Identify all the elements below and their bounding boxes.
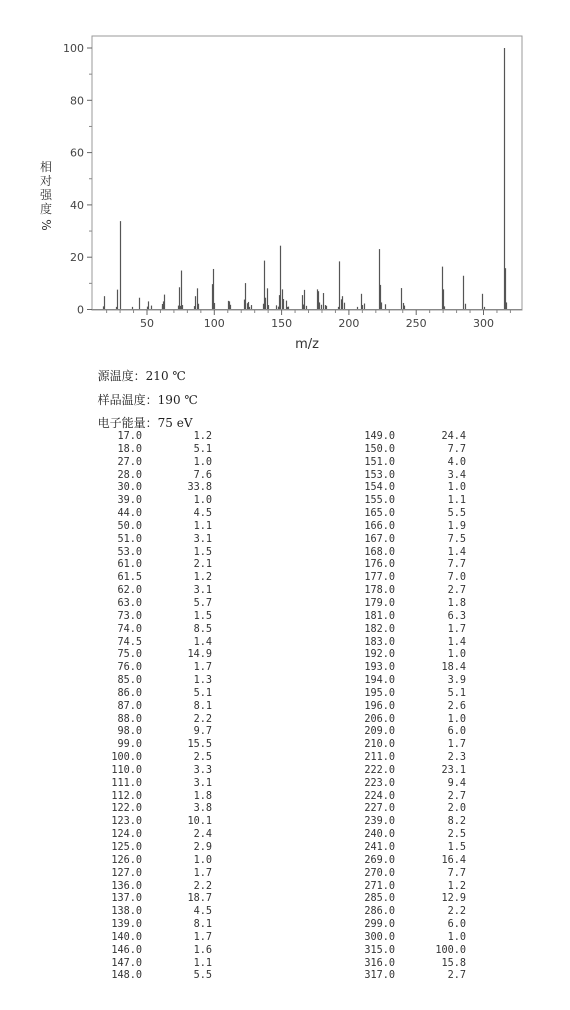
peak-intensity: 4.5 <box>193 906 212 918</box>
peak-mz: 73.0 <box>117 610 142 622</box>
peak-intensity: 5.1 <box>193 687 212 699</box>
y-tick-label: 40 <box>70 198 84 212</box>
peak-intensity: 3.9 <box>447 675 466 687</box>
sample-temperature-label: 样品温度 <box>97 393 146 407</box>
peak-mz: 286.0 <box>364 906 395 918</box>
peak-intensity: 3.4 <box>447 469 466 481</box>
peak-mz: 223.0 <box>364 777 395 789</box>
peak-mz: 179.0 <box>364 597 395 609</box>
peak-mz: 139.0 <box>111 919 142 931</box>
peak-intensity: 2.1 <box>193 559 212 571</box>
peak-intensity: 10.1 <box>187 816 212 828</box>
peak-mz: 196.0 <box>364 700 395 712</box>
peak-mz: 193.0 <box>364 662 395 674</box>
peak-mz: 147.0 <box>111 957 142 969</box>
peak-intensity: 12.9 <box>441 893 466 905</box>
peak-mz: 270.0 <box>364 867 395 879</box>
peak-intensity: 2.7 <box>447 790 466 802</box>
peak-intensity: 16.4 <box>441 854 466 866</box>
peak-intensity: 3.1 <box>193 533 212 545</box>
peak-intensity: 1.5 <box>193 546 212 558</box>
peak-mz: 299.0 <box>364 919 395 931</box>
peak-intensity: 1.5 <box>193 610 212 622</box>
peak-mz: 85.0 <box>117 675 142 687</box>
peak-intensity: 2.7 <box>447 585 466 597</box>
peak-intensity: 5.1 <box>447 687 466 699</box>
peak-mz: 17.0 <box>117 431 142 442</box>
peak-intensity: 1.1 <box>447 495 466 507</box>
source-temperature-value: 210 ℃ <box>145 369 186 383</box>
peak-mz: 300.0 <box>364 931 395 943</box>
peak-intensity: 100.0 <box>435 944 466 956</box>
peak-intensity: 23.1 <box>441 764 466 776</box>
peak-mz: 168.0 <box>364 546 395 558</box>
peak-mz: 61.5 <box>117 572 142 584</box>
peak-mz: 137.0 <box>111 893 142 905</box>
peak-intensity: 1.7 <box>193 867 212 879</box>
peak-mz: 138.0 <box>111 906 142 918</box>
peak-mz: 240.0 <box>364 829 395 841</box>
y-tick-label: 100 <box>63 42 84 55</box>
peak-intensity: 1.7 <box>193 662 212 674</box>
peak-intensity: 1.6 <box>193 944 212 956</box>
peak-mz: 181.0 <box>364 610 395 622</box>
peak-intensity: 2.6 <box>447 700 466 712</box>
peak-intensity: 2.3 <box>447 752 466 764</box>
y-tick-label: 0 <box>77 303 84 317</box>
peak-mz: 182.0 <box>364 623 395 635</box>
peak-intensity: 18.4 <box>441 662 466 674</box>
x-tick-label: 250 <box>405 317 427 330</box>
peak-mz: 285.0 <box>364 893 395 905</box>
peak-mz: 74.0 <box>117 623 142 635</box>
peak-mz: 122.0 <box>111 803 142 815</box>
peak-intensity: 1.7 <box>447 623 466 635</box>
peak-intensity: 1.3 <box>193 675 212 687</box>
peak-mz: 18.0 <box>117 443 142 455</box>
peak-mz: 176.0 <box>364 559 395 571</box>
peak-mz: 140.0 <box>111 931 142 943</box>
peak-mz: 166.0 <box>364 520 395 532</box>
peak-mz: 151.0 <box>364 456 395 468</box>
peak-intensity: 3.1 <box>193 585 212 597</box>
peak-mz: 148.0 <box>111 970 142 982</box>
peak-mz: 149.0 <box>364 431 395 442</box>
peak-intensity: 8.1 <box>193 919 212 931</box>
peak-intensity: 5.5 <box>193 970 212 982</box>
peak-mz: 127.0 <box>111 867 142 879</box>
y-label-char: 强 <box>39 188 53 202</box>
x-tick-label: 100 <box>203 317 225 330</box>
peak-intensity: 2.2 <box>447 906 466 918</box>
peak-intensity: 5.5 <box>447 508 466 520</box>
peak-intensity: 15.5 <box>187 739 212 751</box>
peak-intensity: 7.7 <box>447 559 466 571</box>
x-tick-label: 300 <box>473 317 494 330</box>
peak-mz: 87.0 <box>117 700 142 712</box>
peak-intensity: 1.7 <box>447 739 466 751</box>
peak-mz: 123.0 <box>111 816 142 828</box>
peak-mz: 50.0 <box>117 520 142 532</box>
peak-mz: 51.0 <box>117 533 142 545</box>
source-temperature: 源温度：210 ℃ <box>97 369 186 383</box>
peak-mz: 241.0 <box>364 842 395 853</box>
peak-mz: 125.0 <box>111 842 142 853</box>
peak-intensity: 1.8 <box>193 790 212 802</box>
peak-mz: 316.0 <box>364 957 395 969</box>
peak-mz: 192.0 <box>364 649 395 661</box>
peak-mz: 74.5 <box>117 636 142 648</box>
peak-intensity: 1.9 <box>447 520 466 532</box>
peak-intensity: 1.0 <box>447 931 466 943</box>
peak-intensity: 3.3 <box>193 764 212 776</box>
x-tick-label: 200 <box>338 317 360 330</box>
peak-intensity: 1.4 <box>447 546 466 558</box>
peak-intensity: 6.3 <box>447 610 466 622</box>
y-label-char: 度 <box>39 202 53 216</box>
peak-mz: 28.0 <box>117 469 142 481</box>
peak-intensity: 1.4 <box>447 636 466 648</box>
peak-mz: 27.0 <box>117 456 142 468</box>
peak-mz: 210.0 <box>364 739 395 751</box>
peak-intensity: 1.5 <box>447 842 466 853</box>
peak-intensity: 5.1 <box>193 443 212 455</box>
peak-mz: 76.0 <box>117 662 142 674</box>
mass-spectrum-chart <box>0 0 570 360</box>
peak-mz: 124.0 <box>111 829 142 841</box>
source-temperature-label: 源温度 <box>97 369 134 383</box>
peak-intensity: 2.9 <box>193 842 212 853</box>
peak-mz: 222.0 <box>364 764 395 776</box>
peak-mz: 178.0 <box>364 585 395 597</box>
peak-intensity: 7.5 <box>447 533 466 545</box>
peak-intensity: 1.1 <box>193 957 212 969</box>
peak-intensity: 15.8 <box>441 957 466 969</box>
peak-intensity: 1.2 <box>193 572 212 584</box>
peak-mz: 153.0 <box>364 469 395 481</box>
peak-intensity: 9.7 <box>193 726 212 738</box>
peak-intensity: 6.0 <box>447 919 466 931</box>
peak-mz: 211.0 <box>364 752 395 764</box>
peak-intensity: 1.2 <box>193 431 212 442</box>
peak-intensity: 1.0 <box>193 456 212 468</box>
peak-mz: 99.0 <box>117 739 142 751</box>
peak-mz: 86.0 <box>117 687 142 699</box>
peak-intensity: 6.0 <box>447 726 466 738</box>
peak-mz: 110.0 <box>111 764 142 776</box>
peak-mz: 154.0 <box>364 482 395 494</box>
peak-mz: 194.0 <box>364 675 395 687</box>
peak-mz: 209.0 <box>364 726 395 738</box>
y-tick-label: 60 <box>70 146 84 160</box>
peak-intensity: 2.0 <box>447 803 466 815</box>
peak-intensity: 7.6 <box>193 469 212 481</box>
peak-intensity: 1.2 <box>447 880 466 892</box>
peak-mz: 75.0 <box>117 649 142 661</box>
peak-intensity: 24.4 <box>441 431 466 442</box>
y-label-char: 相 <box>39 160 53 174</box>
y-tick-label: 20 <box>70 251 84 265</box>
peak-intensity: 1.0 <box>193 495 212 507</box>
sample-temperature-value: 190 ℃ <box>157 393 198 407</box>
peak-intensity: 1.4 <box>193 636 212 648</box>
plot-frame <box>92 36 522 310</box>
x-tick-label: 50 <box>140 317 154 330</box>
peak-mz: 183.0 <box>364 636 395 648</box>
peak-mz: 136.0 <box>111 880 142 892</box>
peak-intensity: 1.0 <box>447 649 466 661</box>
peak-intensity: 2.5 <box>193 752 212 764</box>
peak-mz: 167.0 <box>364 533 395 545</box>
peak-intensity: 4.0 <box>447 456 466 468</box>
peak-mz: 126.0 <box>111 854 142 866</box>
x-tick-label: 150 <box>271 317 293 330</box>
y-tick-label: 80 <box>70 94 84 108</box>
peak-mz: 317.0 <box>364 970 395 982</box>
peak-mz: 224.0 <box>364 790 395 802</box>
peak-intensity: 1.0 <box>447 482 466 494</box>
peak-intensity: 8.5 <box>193 623 212 635</box>
peak-intensity: 18.7 <box>187 893 212 905</box>
peak-intensity: 33.8 <box>187 482 212 494</box>
peak-mz: 165.0 <box>364 508 395 520</box>
sample-temperature: 样品温度：190 ℃ <box>97 393 198 407</box>
peak-mz: 150.0 <box>364 443 395 455</box>
peak-intensity: 8.2 <box>447 816 466 828</box>
peak-mz: 39.0 <box>117 495 142 507</box>
peak-intensity: 1.8 <box>447 597 466 609</box>
y-label-unit: % <box>39 219 53 231</box>
peak-intensity: 5.7 <box>193 597 212 609</box>
peak-mz: 227.0 <box>364 803 395 815</box>
peak-intensity: 2.5 <box>447 829 466 841</box>
peak-intensity: 8.1 <box>193 700 212 712</box>
peak-mz: 61.0 <box>117 559 142 571</box>
peak-mz: 177.0 <box>364 572 395 584</box>
peak-intensity: 9.4 <box>447 777 466 789</box>
peak-intensity: 1.0 <box>447 713 466 725</box>
electron-energy-label: 电子能量 <box>97 416 146 430</box>
peak-intensity: 2.2 <box>193 880 212 892</box>
peak-mz: 53.0 <box>117 546 142 558</box>
peak-mz: 63.0 <box>117 597 142 609</box>
y-label-char: 对 <box>39 174 53 188</box>
peak-intensity: 14.9 <box>187 649 212 661</box>
peak-intensity: 2.4 <box>193 829 212 841</box>
peak-intensity: 1.1 <box>193 520 212 532</box>
peak-mz: 206.0 <box>364 713 395 725</box>
electron-energy: 电子能量：75 eV <box>97 416 193 430</box>
peak-mz: 98.0 <box>117 726 142 738</box>
peak-intensity: 7.0 <box>447 572 466 584</box>
peak-mz: 62.0 <box>117 585 142 597</box>
peak-intensity: 3.8 <box>193 803 212 815</box>
peak-intensity: 1.7 <box>193 931 212 943</box>
peak-mz: 195.0 <box>364 687 395 699</box>
x-axis-label: m/z <box>295 337 319 352</box>
peak-mz: 155.0 <box>364 495 395 507</box>
peak-mz: 269.0 <box>364 854 395 866</box>
peak-mz: 239.0 <box>364 816 395 828</box>
peak-intensity: 4.5 <box>193 508 212 520</box>
electron-energy-value: 75 eV <box>157 416 193 430</box>
peak-mz: 30.0 <box>117 482 142 494</box>
peak-mz: 146.0 <box>111 944 142 956</box>
peak-mz: 271.0 <box>364 880 395 892</box>
peak-mz: 44.0 <box>117 508 142 520</box>
peak-mz: 111.0 <box>111 777 142 789</box>
y-axis-label <box>39 159 53 231</box>
peak-mz: 88.0 <box>117 713 142 725</box>
peak-intensity: 7.7 <box>447 867 466 879</box>
peak-intensity: 2.7 <box>447 970 466 982</box>
peak-intensity: 1.0 <box>193 854 212 866</box>
peak-intensity: 7.7 <box>447 443 466 455</box>
peak-mz: 112.0 <box>111 790 142 802</box>
peak-mz: 315.0 <box>364 944 395 956</box>
peak-intensity: 2.2 <box>193 713 212 725</box>
peak-intensity: 3.1 <box>193 777 212 789</box>
peak-mz: 100.0 <box>111 752 142 764</box>
